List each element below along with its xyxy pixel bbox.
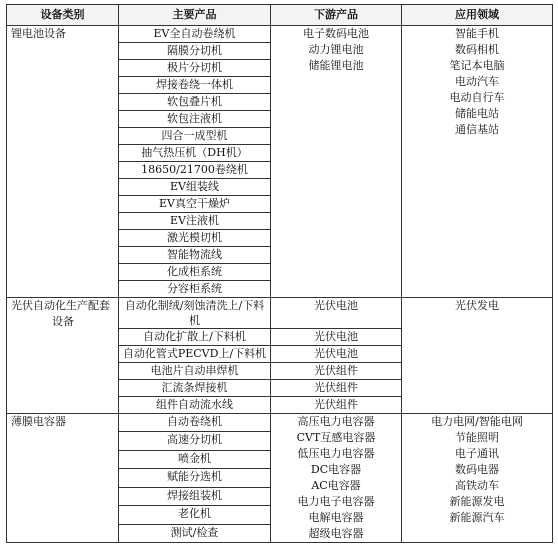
main-product-cell — [119, 60, 271, 77]
application-field-text: 储能电站 — [455, 107, 499, 120]
downstream-product-text: 光伏组件 — [314, 364, 358, 377]
header-main-products: 主要产品 — [119, 5, 271, 26]
main-product-text: 焊接组装机 — [167, 488, 222, 502]
main-product-cell — [119, 264, 271, 281]
application-field-text: 光伏发电 — [455, 299, 499, 312]
downstream-product-text: 高压电力电容器 — [297, 415, 375, 428]
application-field-text: 节能照明 — [455, 431, 499, 444]
downstream-product-text: 光伏电池 — [314, 299, 358, 312]
application-field-text: 通信基站 — [455, 123, 499, 136]
main-product-text: 四合一成型机 — [161, 129, 228, 142]
downstream-product-text: 低压电力电容器 — [297, 447, 375, 460]
downstream-product-text: 电解电容器 — [308, 511, 364, 524]
main-product-text: 测试/检查 — [170, 525, 219, 539]
main-product-cell — [119, 432, 271, 450]
main-product-text: 组件自动流水线 — [156, 398, 233, 411]
category-text: 光伏自动化生产配套 — [11, 299, 110, 312]
table-row — [7, 298, 553, 329]
downstream-product-cell — [271, 414, 402, 543]
main-product-text: 焊接卷绕一体机 — [156, 78, 233, 91]
downstream-product-text: 储能锂电池 — [308, 59, 364, 72]
table-body — [7, 26, 553, 543]
main-product-cell — [119, 77, 271, 94]
main-product-text: 高速分切机 — [167, 433, 222, 447]
header-application-fields: 应用领域 — [402, 5, 553, 26]
main-product-cell — [119, 414, 271, 432]
application-field-text: 智能手机 — [455, 27, 499, 40]
main-product-cell — [119, 179, 271, 196]
main-product-cell — [119, 397, 271, 414]
category-cell — [7, 26, 119, 298]
main-product-text: 软包叠片机 — [167, 95, 222, 108]
main-product-cell — [119, 281, 271, 298]
equipment-table — [6, 4, 553, 543]
application-field-text: 数码相机 — [455, 43, 499, 56]
downstream-product-cell — [271, 26, 402, 298]
downstream-product-text: AC电容器 — [311, 479, 361, 492]
main-product-text: 老化机 — [178, 507, 211, 521]
main-product-text: 极片分切机 — [167, 61, 222, 74]
application-field-text: 电力电网/智能电网 — [431, 415, 523, 428]
downstream-product-text: DC电容器 — [310, 463, 362, 476]
application-field-text: 新能源汽车 — [449, 511, 505, 524]
downstream-product-text: 动力锂电池 — [308, 43, 364, 56]
table-row — [7, 26, 553, 43]
main-product-text: EV注液机 — [170, 214, 219, 227]
category-cell — [7, 414, 119, 543]
main-product-text: 18650/21700卷绕机 — [141, 163, 248, 176]
application-field-text: 电子通讯 — [455, 447, 499, 460]
main-product-text: 赋能分选机 — [167, 470, 222, 484]
downstream-product-text: 超级电容器 — [308, 527, 364, 540]
main-product-cell — [119, 145, 271, 162]
main-product-text: EV真空干燥炉 — [159, 197, 230, 210]
main-product-text: 自动化扩散上/下料机 — [143, 330, 246, 343]
main-product-cell — [119, 380, 271, 397]
downstream-product-text: 电子数码电池 — [303, 27, 369, 40]
header-row — [7, 5, 553, 26]
application-field-cell — [402, 26, 553, 298]
header-category: 设备类别 — [7, 5, 119, 26]
downstream-product-text: 光伏电池 — [314, 347, 358, 360]
main-product-cell — [119, 94, 271, 111]
application-field-text: 数码电器 — [455, 463, 499, 476]
main-product-text: 电池片自动串焊机 — [150, 364, 239, 377]
main-product-cell — [119, 213, 271, 230]
application-field-text: 新能源发电 — [449, 495, 505, 508]
main-product-cell — [119, 230, 271, 247]
application-field-cell — [402, 298, 553, 414]
downstream-product-text: 电力电子电容器 — [297, 495, 375, 508]
downstream-product-text: 光伏组件 — [314, 381, 358, 394]
main-product-text: 自动卷绕机 — [167, 415, 222, 428]
main-product-text: 喷金机 — [178, 451, 211, 465]
application-field-text: 电动汽车 — [455, 75, 499, 88]
application-field-text: 高铁动车 — [455, 479, 499, 492]
main-product-text: EV组装线 — [170, 180, 219, 193]
application-field-cell — [402, 414, 553, 543]
main-product-cell — [119, 329, 271, 346]
downstream-product-text: 光伏电池 — [314, 330, 358, 343]
main-product-text: 软包注液机 — [167, 112, 222, 125]
category-text: 设备 — [52, 315, 74, 328]
main-product-text: 自动化管式PECVD上/下料机 — [122, 347, 267, 360]
downstream-product-cell — [271, 329, 402, 346]
main-product-cell — [119, 128, 271, 145]
main-product-cell — [119, 111, 271, 128]
main-product-text: 化成柜系统 — [167, 265, 222, 278]
main-product-text: 智能物流线 — [167, 248, 222, 261]
main-product-cell — [119, 450, 271, 468]
main-product-cell — [119, 43, 271, 60]
main-product-cell — [119, 196, 271, 213]
main-product-text: 抽气热压机（DH机） — [141, 146, 248, 159]
main-product-text: EV全自动卷绕机 — [153, 27, 236, 40]
main-product-cell — [119, 162, 271, 179]
main-product-cell — [119, 506, 271, 524]
category-cell — [7, 298, 119, 414]
main-product-text: 分容柜系统 — [167, 282, 222, 295]
category-text: 薄膜电容器 — [11, 415, 66, 428]
header-downstream-products: 下游产品 — [271, 5, 402, 26]
main-product-cell — [119, 524, 271, 542]
main-product-text: 隔膜分切机 — [167, 44, 222, 57]
main-product-cell — [119, 363, 271, 380]
main-product-cell — [119, 247, 271, 264]
equipment-table-container — [6, 4, 552, 543]
category-text: 锂电池设备 — [11, 27, 66, 40]
downstream-product-cell — [271, 380, 402, 397]
main-product-text: 汇流条焊接机 — [161, 381, 228, 394]
main-product-text: 自动化制绒/刻蚀清洗上/下料机 — [124, 299, 265, 327]
application-field-text: 笔记本电脑 — [449, 59, 505, 72]
main-product-cell — [119, 487, 271, 505]
downstream-product-text: 光伏组件 — [314, 398, 358, 411]
table-row — [7, 414, 553, 432]
downstream-product-text: CVT互感电容器 — [296, 431, 376, 444]
main-product-cell — [119, 469, 271, 487]
application-field-text: 电动自行车 — [449, 91, 505, 104]
main-product-cell — [119, 26, 271, 43]
downstream-product-cell — [271, 363, 402, 380]
downstream-product-cell — [271, 397, 402, 414]
main-product-text: 激光模切机 — [167, 231, 222, 244]
main-product-cell — [119, 298, 271, 329]
downstream-product-cell — [271, 346, 402, 363]
main-product-cell — [119, 346, 271, 363]
downstream-product-cell — [271, 298, 402, 329]
